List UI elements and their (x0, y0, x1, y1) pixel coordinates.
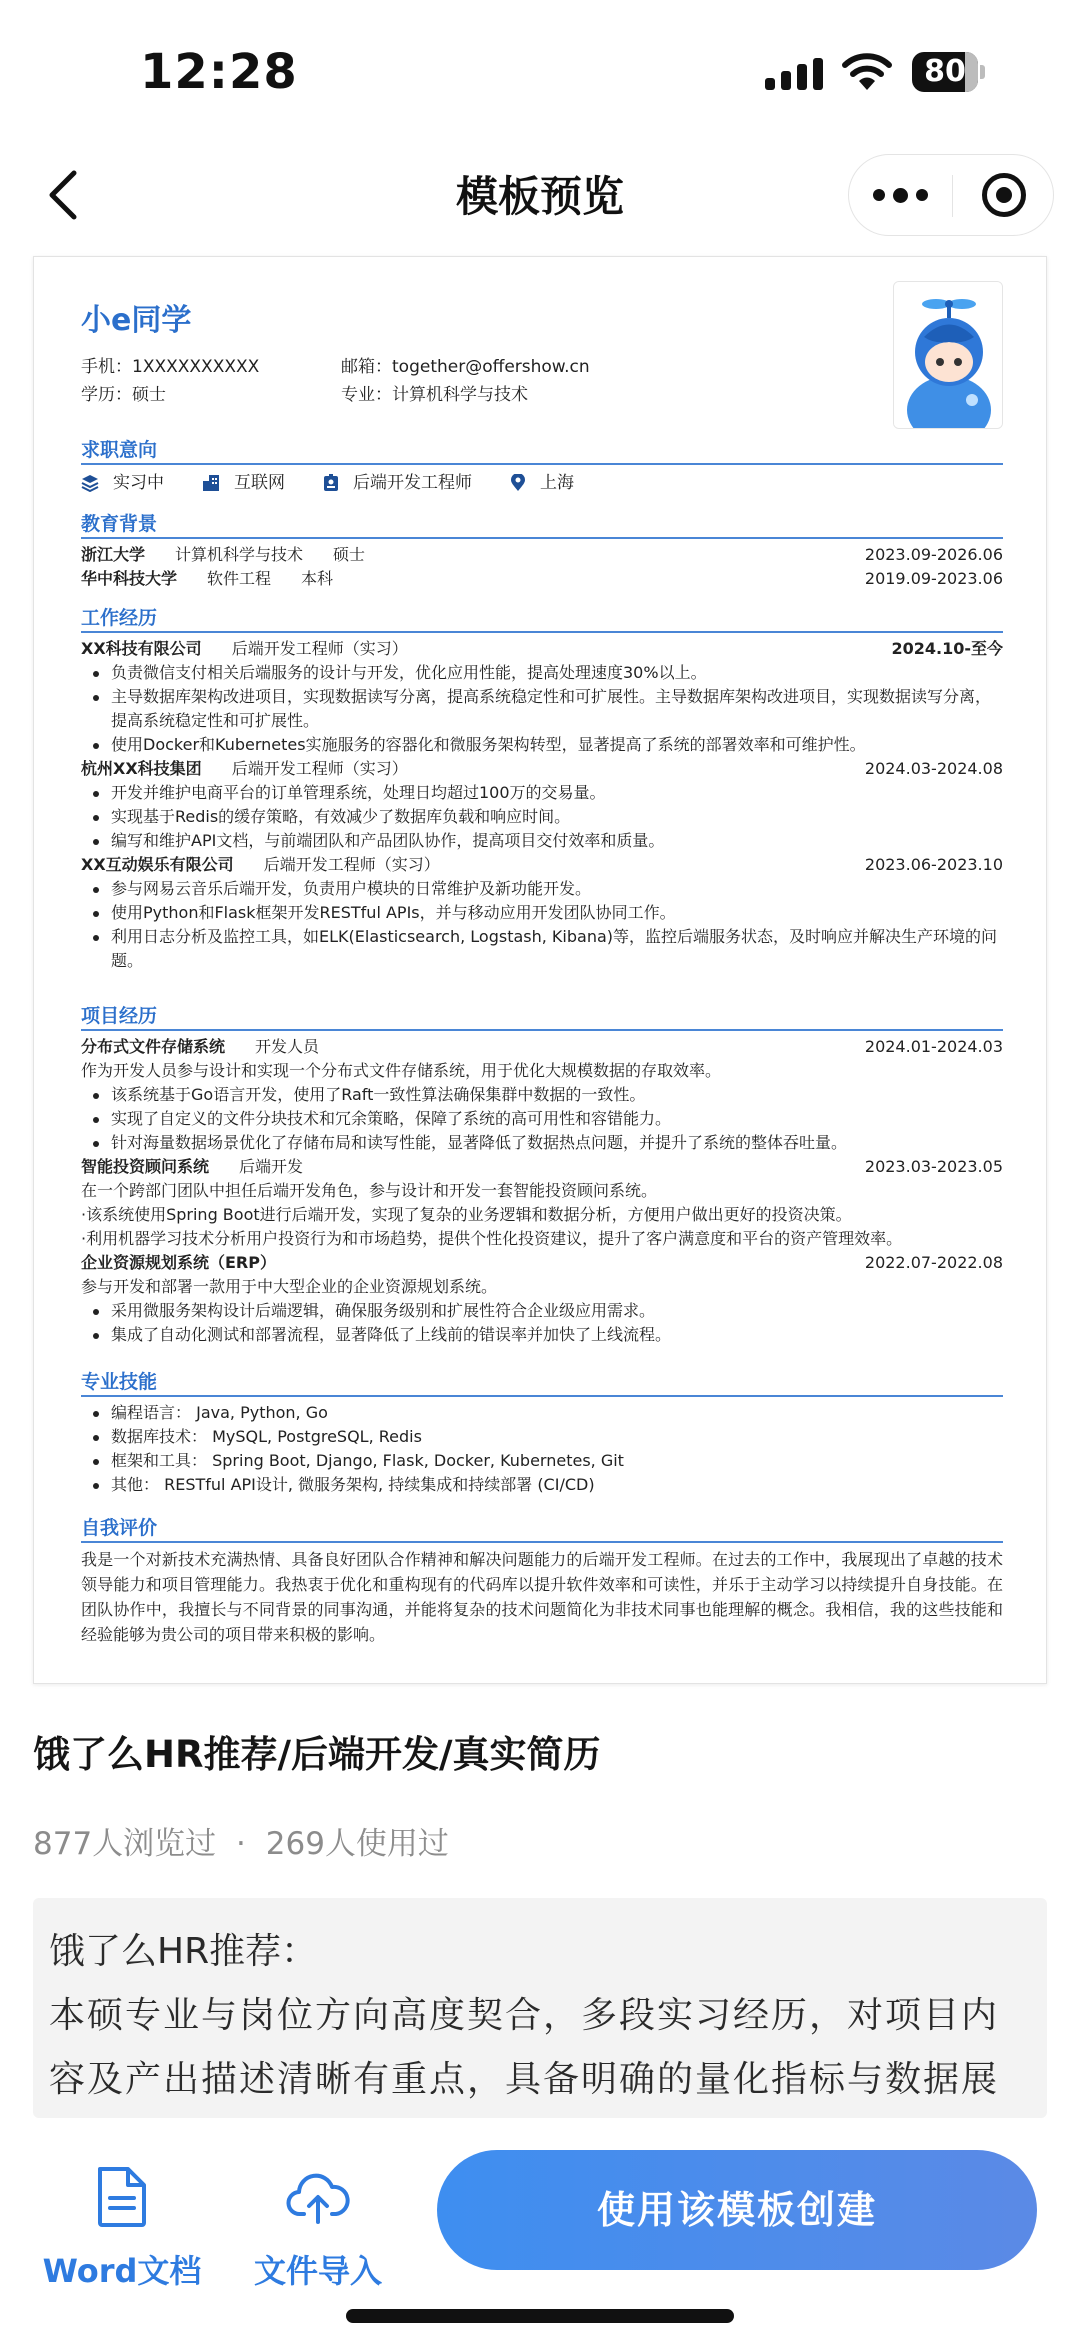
section-work (81, 603, 1003, 973)
bottom-action-bar (0, 2118, 1080, 2341)
degree-value: 硕士 (132, 385, 166, 405)
template-stats (33, 1818, 449, 1863)
resume-preview[interactable] (33, 256, 1047, 1684)
close-target-icon[interactable] (952, 155, 1055, 235)
project-header: 企业资源规划系统（ERP） 2022.07-2022.08 (81, 1253, 1003, 1272)
email-label: 邮箱： (341, 357, 392, 377)
project-header: 智能投资顾问系统 后端开发 2023.03-2023.05 (81, 1157, 1003, 1176)
project-bullets: 采用微服务架构设计后端逻辑，确保服务级别和扩展性符合企业级应用需求。 集成了自动化测试和部署流程，显著降低了上线前的错误率并加快了上线流程。 (81, 1299, 1003, 1347)
project-header: 分布式文件存储系统 开发人员 2024.01-2024.03 (81, 1037, 1003, 1056)
status-time: 12:28 (140, 44, 298, 100)
page-title: 模板预览 (455, 172, 624, 221)
nav-bar (0, 140, 1080, 250)
view-count: 877人浏览过 (33, 1826, 217, 1862)
job-header: XX互动娱乐有限公司 后端开发工程师（实习） 2023.06-2023.10 (81, 855, 1003, 874)
section-title: 自我评价 (81, 1513, 1003, 1543)
battery-indicator (912, 52, 984, 92)
contact-info (81, 353, 781, 409)
self-evaluation-text: 我是一个对新技术充满热情、具备良好团队合作精神和解决问题能力的后端开发工程师。在过去的工作中，我展现出了卓越的技术领导能力和项目管理能力。我热衷于优化和重构现有的代码库以提升软件效率和可读性，并乐于主动学习以持续提升自身技能。在团队协作中，我擅长与不同背景的同事沟通，并能将复杂的技术问题简化为非技术同事也能理解的概念。我相信，我的这些技能和经验能够为贵公司的项目带来积极的影响。 (81, 1550, 1003, 1644)
section-intent (81, 435, 1003, 501)
section-projects: 项目经历 分布式文件存储系统 开发人员 2024.01-2024.03 作为开发人员参与设计和实现一个分布式文件存储系统，用于优化大规模数据的存取效率。 该系统基于Go语言开发，使用了Raft一致性算法确保集群中数据的一致性。 实现了自定义的文件分块技术和冗余策略，保障了系统的高可用性和容错能力。 针对海量数据场景优化了存储布局和读写性能，显著降低了数据热点问题，并提升了系统的整体吞吐量。 智能投资顾问系统 后端开发 2023.03-2023.05 在一个跨部门团队中担任后端开发角色，参与设计和开发一套智能投资顾问系统。 ·该系统使用Spring Boot进行后端开发，实现了复杂的业务逻辑和数据分析，方便用户做出更好的投资决策。 ·利用机器学习技术分析用户投资行为和市场趋势，提供个性化投资建议，提升了客户满意度和平台的资产管理效率。 企业资源规划系统（ERP） 2022.07-2022.08 参与开发和部署一款用于中大型企业的企业资源规划系统。 采用微服务架构设计后端逻辑，确保服务级别和扩展性符合企业级应用需求。 集成了自动化测试和部署流程，显著降低了上线前的错误率并加快了上线流程。 (81, 1001, 1003, 1347)
intent-city: 上海 (510, 471, 574, 495)
section-title: 教育背景 (81, 509, 1003, 539)
job-bullets: 参与网易云音乐后端开发，负责用户模块的日常维护及新功能开发。 使用Python和Flask框架开发RESTful APIs，并与移动应用开发团队协同工作。 利用日志分析及监控工具，如ELK(Elasticsearch, Logstash, Kibana)等，监控后端服务状态，及时响应并解决生产环境的问题。 (81, 877, 1003, 973)
badge-icon (323, 474, 339, 492)
resume-name: 小e同学 (81, 303, 192, 338)
file-import-button[interactable] (223, 2156, 413, 2296)
section-title: 专业技能 (81, 1367, 1003, 1397)
battery-level: 80 (924, 54, 966, 89)
section-title: 工作经历 (81, 603, 1003, 633)
file-import-label: 文件导入 (253, 2252, 382, 2290)
phone-label: 手机： (81, 357, 132, 377)
cloud-upload-icon (286, 2170, 350, 2226)
more-icon[interactable] (849, 155, 952, 235)
job-bullets: 负责微信支付相关后端服务的设计与开发，优化应用性能，提高处理速度30%以上。 主导数据库架构改进项目，实现数据读写分离，提高系统稳定性和可扩展性。主导数据库架构改进项目，实现数据读写分离，提高系统稳定性和可扩展性。 使用Docker和Kubernetes实施服务的容器化和微服务架构转型，显著提高了系统的部署效率和可维护性。 (81, 661, 1003, 757)
signal-icon (765, 58, 827, 90)
word-document-label: Word文档 (42, 2252, 202, 2290)
avatar (893, 281, 1003, 429)
degree-label: 学历： (81, 385, 132, 405)
wifi-icon (842, 52, 892, 92)
stats-separator: · (236, 1826, 246, 1862)
home-indicator (346, 2309, 734, 2323)
education-row: 浙江大学 计算机科学与技术 硕士 2023.09-2026.06 (81, 545, 1003, 564)
education-row: 华中科技大学 软件工程 本科 2019.09-2023.06 (81, 569, 1003, 588)
phone-value: 1XXXXXXXXXX (132, 357, 260, 377)
building-icon (202, 474, 220, 492)
project-bullets: 该系统基于Go语言开发，使用了Raft一致性算法确保集群中数据的一致性。 实现了自定义的文件分块技术和冗余策略，保障了系统的高可用性和容错能力。 针对海量数据场景优化了存储布局和读写性能，显著降低了数据热点问题，并提升了系统的整体吞吐量。 (81, 1083, 1003, 1155)
use-count: 269人使用过 (265, 1826, 449, 1862)
template-title: 饿了么HR推荐/后端开发/真实简历 (33, 1733, 601, 1776)
status-bar (0, 0, 1080, 140)
intent-status: 实习中 (81, 471, 164, 495)
intent-industry: 互联网 (202, 471, 285, 495)
section-title: 项目经历 (81, 1001, 1003, 1031)
mascot-avatar-icon (894, 282, 1003, 429)
job-header: XX科技有限公司 后端开发工程师（实习） 2024.10-至今 (81, 639, 1003, 658)
hr-recommendation (33, 1898, 1047, 2118)
location-pin-icon (510, 474, 526, 492)
word-document-button[interactable] (27, 2156, 217, 2296)
create-with-template-button[interactable]: 使用该模板创建 (437, 2150, 1037, 2270)
job-bullets: 开发并维护电商平台的订单管理系统，处理日均超过100万的交易量。 实现基于Redis的缓存策略，有效减少了数据库负载和响应时间。 编写和维护API文档，与前端团队和产品团队协作，提高项目交付效率和质量。 (81, 781, 1003, 853)
major-label: 专业： (341, 385, 392, 405)
document-icon (94, 2166, 150, 2228)
email-value: together@offershow.cn (392, 357, 590, 377)
job-header: 杭州XX科技集团 后端开发工程师（实习） 2024.03-2024.08 (81, 759, 1003, 778)
section-title: 求职意向 (81, 435, 1003, 465)
section-skills (81, 1367, 1003, 1497)
mini-program-capsule (848, 154, 1054, 236)
major-value: 计算机科学与技术 (392, 385, 528, 405)
intent-position: 后端开发工程师 (323, 471, 472, 495)
section-education (81, 509, 1003, 591)
hr-recommendation-text: 本硕专业与岗位方向高度契合，多段实习经历，对项目内容及产出描述清晰有重点，具备明确的量化指标与数据展 (49, 1995, 1000, 2100)
hr-recommendation-title: 饿了么HR推荐： (49, 1931, 318, 1972)
skill-list: 编程语言： Java, Python, Go 数据库技术： MySQL, PostgreSQL, Redis 框架和工具： Spring Boot, Django, Flask, Docker, Kubernetes, Git 其他： RESTful API设计, 微服务架构, 持续集成和持续部署 (CI/CD) (81, 1401, 1003, 1497)
section-self-evaluation (81, 1513, 1003, 1647)
layers-icon (81, 474, 99, 492)
